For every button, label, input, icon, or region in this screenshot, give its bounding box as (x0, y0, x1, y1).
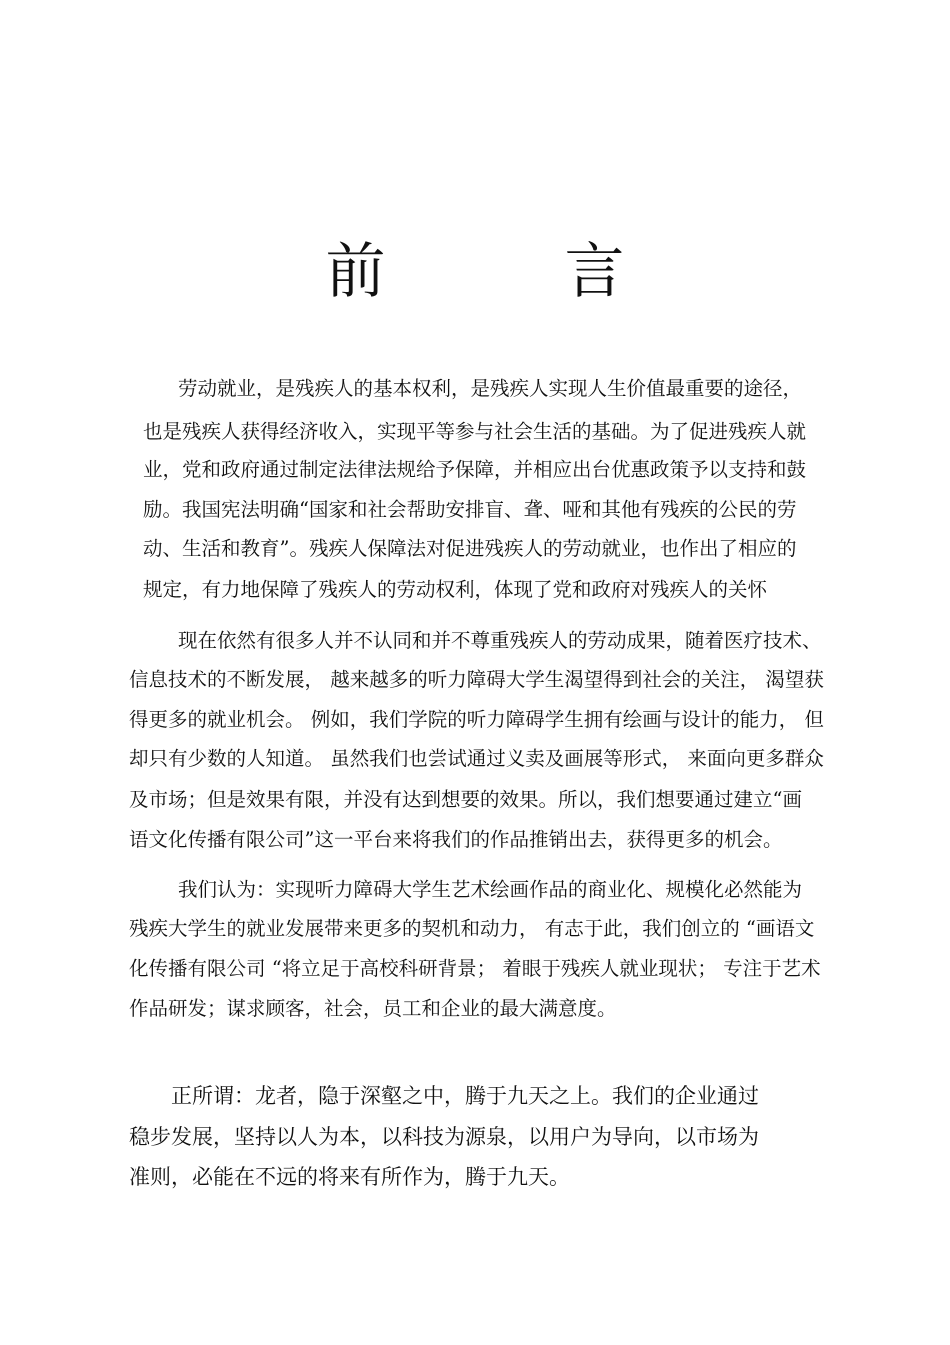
paragraph-line: 稳步发展，坚持以人为本，以科技为源泉，以用户为导向，以市场为 (129, 1125, 759, 1149)
paragraph-line: 及市场；但是效果有限，并没有达到想要的效果。所以，我们想要通过建立“画 (129, 788, 802, 811)
paragraph-line: 语文化传播有限公司”这一平台来将我们的作品推销出去，获得更多的机会。 (129, 828, 783, 851)
paragraph-line: 信息技术的不断发展， 越来越多的听力障碍大学生渴望得到社会的关注， 渴望获 (129, 668, 824, 691)
paragraph-line: 现在依然有很多人并不认同和并不尊重残疾人的劳动成果，随着医疗技术、 (178, 629, 822, 652)
paragraph-line: 残疾大学生的就业发展带来更多的契机和动力， 有志于此，我们创立的 “画语文 (129, 917, 815, 940)
page-title: 前 言 (325, 237, 705, 307)
paragraph-line: 规定，有力地保障了残疾人的劳动权利，体现了党和政府对残疾人的关怀 (143, 578, 768, 601)
paragraph-line: 业，党和政府通过制定法律法规给予保障，并相应出台优惠政策予以支持和鼓 (143, 458, 807, 481)
paragraph-line: 劳动就业，是残疾人的基本权利，是残疾人实现人生价值最重要的途径， (178, 377, 803, 400)
paragraph-line: 准则，必能在不远的将来有所作为，腾于九天。 (129, 1165, 570, 1189)
paragraph-line: 也是残疾人获得经济收入，实现平等参与社会生活的基础。为了促进残疾人就 (143, 420, 807, 443)
paragraph-line: 正所谓：龙者，隐于深壑之中，腾于九天之上。我们的企业通过 (171, 1084, 759, 1108)
paragraph-line: 我们认为：实现听力障碍大学生艺术绘画作品的商业化、规模化必然能为 (178, 878, 803, 901)
paragraph-line: 化传播有限公司 “将立足于高校科研背景； 着眼于残疾人就业现状； 专注于艺术 (129, 957, 821, 980)
paragraph-line: 动、生活和教育”。残疾人保障法对促进残疾人的劳动就业，也作出了相应的 (143, 537, 797, 560)
paragraph-line: 却只有少数的人知道。 虽然我们也尝试通过义卖及画展等形式， 来面向更多群众 (129, 747, 824, 770)
paragraph-line: 得更多的就业机会。 例如，我们学院的听力障碍学生拥有绘画与设计的能力， 但 (129, 708, 824, 731)
paragraph-line: 励。我国宪法明确“国家和社会帮助安排盲、聋、哑和其他有残疾的公民的劳 (143, 498, 797, 521)
paragraph-line: 作品研发；谋求顾客，社会，员工和企业的最大满意度。 (129, 997, 617, 1020)
